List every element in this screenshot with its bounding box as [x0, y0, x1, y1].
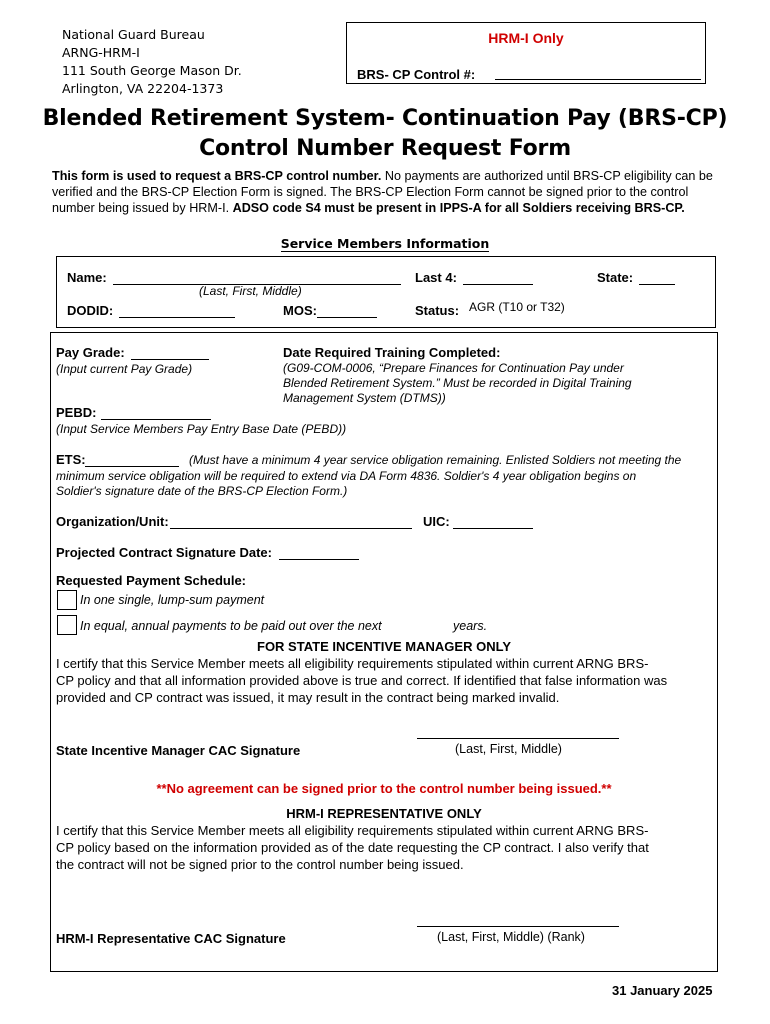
annual-payments-checkbox[interactable]: [57, 615, 77, 635]
pay-grade-field[interactable]: [131, 359, 209, 360]
lump-sum-checkbox[interactable]: [57, 590, 77, 610]
hrm-only-title: HRM-I Only: [488, 30, 564, 46]
ets-hint-line: minimum service obligation will be required to extend via DA Form 4836. Soldier's 4 year obligation begins on: [56, 469, 637, 483]
intro-bold-2: ADSO code S4 must be present in IPPS-A for all Soldiers receiving BRS-CP.: [232, 201, 685, 215]
ets-label: ETS:: [56, 452, 86, 467]
hrm-certification-text: [56, 822, 716, 873]
hrm-certification-line: I certify that this Service Member meets all eligibility requirements stipulated within current ARNG BRS-: [56, 823, 649, 838]
service-info-heading: [0, 236, 770, 251]
status-label: Status:: [415, 303, 460, 318]
service-info-box: [56, 256, 716, 328]
address-line: ARNG-HRM-I: [62, 45, 140, 60]
mos-label: MOS:: [283, 303, 317, 318]
intro-paragraph: [52, 168, 722, 216]
state-certification-line: CP policy and that all information provided above is true and correct. If identified that false information was: [56, 673, 668, 688]
ets-hint-line: Soldier's signature date of the BRS-CP Election Form.): [56, 484, 348, 498]
pebd-field[interactable]: [101, 419, 211, 420]
state-certification-line: provided and CP contract was issued, it may result in the contract being marked invalid.: [56, 690, 560, 705]
annual-payments-option: In equal, annual payments to be paid out over the next: [80, 619, 382, 633]
hrm-section-heading: HRM-I REPRESENTATIVE ONLY: [286, 806, 482, 821]
control-number-label: BRS- CP Control #:: [357, 67, 476, 82]
name-hint: (Last, First, Middle): [199, 284, 302, 298]
training-hint-line: Management System (DTMS)): [283, 391, 446, 405]
pay-grade-hint: (Input current Pay Grade): [56, 362, 193, 376]
state-certification-text: [56, 655, 716, 706]
contract-date-label: Projected Contract Signature Date:: [56, 545, 272, 560]
name-label: Name:: [67, 270, 107, 285]
payment-schedule-label: Requested Payment Schedule:: [56, 573, 246, 588]
state-signature-label: State Incentive Manager CAC Signature: [56, 743, 301, 758]
address-line: National Guard Bureau: [62, 27, 205, 42]
state-field[interactable]: [639, 284, 675, 285]
dodid-label: DODID:: [67, 303, 114, 318]
hrm-signature-hint: (Last, First, Middle) (Rank): [437, 930, 585, 944]
footer-date: 31 January 2025: [612, 983, 713, 998]
hrm-signature-field[interactable]: [417, 926, 619, 927]
state-section-heading: FOR STATE INCENTIVE MANAGER ONLY: [257, 639, 511, 654]
hrm-certification-line: the contract will not be signed prior to the control number being issued.: [56, 857, 464, 872]
ets-hint-rest: [56, 469, 636, 499]
form-title-line2: Control Number Request Form: [199, 136, 571, 161]
pay-grade-label: Pay Grade:: [56, 345, 125, 360]
org-unit-label: Organization/Unit:: [56, 514, 169, 529]
address-block: [62, 26, 242, 98]
intro-bold-1: This form is used to request a BRS-CP control number.: [52, 169, 382, 183]
mos-field[interactable]: [317, 317, 377, 318]
training-hint-line: Blended Retirement System.” Must be recorded in Digital Training: [283, 376, 632, 390]
training-label: Date Required Training Completed:: [283, 345, 501, 360]
status-value: AGR (T10 or T32): [469, 300, 565, 314]
ets-hint: (Must have a minimum 4 year service obligation remaining. Enlisted Soldiers not meeting the: [189, 453, 682, 467]
form-title: [0, 104, 770, 164]
ets-field[interactable]: [85, 466, 179, 467]
control-number-field[interactable]: [495, 79, 701, 80]
service-info-heading-text: Service Members Information: [280, 236, 490, 251]
training-hint-line: (G09-COM-0006, “Prepare Finances for Continuation Pay under: [283, 361, 624, 375]
contract-date-field[interactable]: [279, 559, 359, 560]
lump-sum-option: In one single, lump-sum payment: [80, 593, 265, 607]
hrm-certification-line: CP policy based on the information provided as of the date requesting the CP contract. I also verify that: [56, 840, 649, 855]
pebd-label: PEBD:: [56, 405, 97, 420]
state-label: State:: [597, 270, 634, 285]
address-line: 111 South George Mason Dr.: [62, 63, 242, 78]
org-unit-field[interactable]: [170, 528, 412, 529]
training-hint: [283, 361, 632, 406]
details-box: [50, 332, 718, 972]
warning-text: **No agreement can be signed prior to the control number being issued.**: [156, 781, 612, 796]
annual-payments-years: years.: [453, 619, 488, 633]
uic-label: UIC:: [423, 514, 450, 529]
last4-label: Last 4:: [415, 270, 457, 285]
state-signature-field[interactable]: [417, 738, 619, 739]
intro-text: No payments are authorized until BRS-CP eligibility can be verified and the BRS-CP Election Form is signed. The BRS-CP Election Form cannot be signed prior to the control number being issued by HRM-I.: [52, 169, 713, 215]
hrm-only-box: [346, 22, 706, 84]
pebd-hint: (Input Service Members Pay Entry Base Date (PEBD)): [56, 422, 347, 436]
hrm-signature-label: HRM-I Representative CAC Signature: [56, 931, 286, 946]
state-signature-hint: (Last, First, Middle): [455, 742, 562, 756]
address-line: Arlington, VA 22204-1373: [62, 81, 224, 96]
dodid-field[interactable]: [119, 317, 235, 318]
uic-field[interactable]: [453, 528, 533, 529]
form-title-line1: Blended Retirement System- Continuation Pay (BRS-CP): [42, 106, 728, 131]
state-certification-line: I certify that this Service Member meets all eligibility requirements stipulated within current ARNG BRS-: [56, 656, 649, 671]
last4-field[interactable]: [463, 284, 533, 285]
